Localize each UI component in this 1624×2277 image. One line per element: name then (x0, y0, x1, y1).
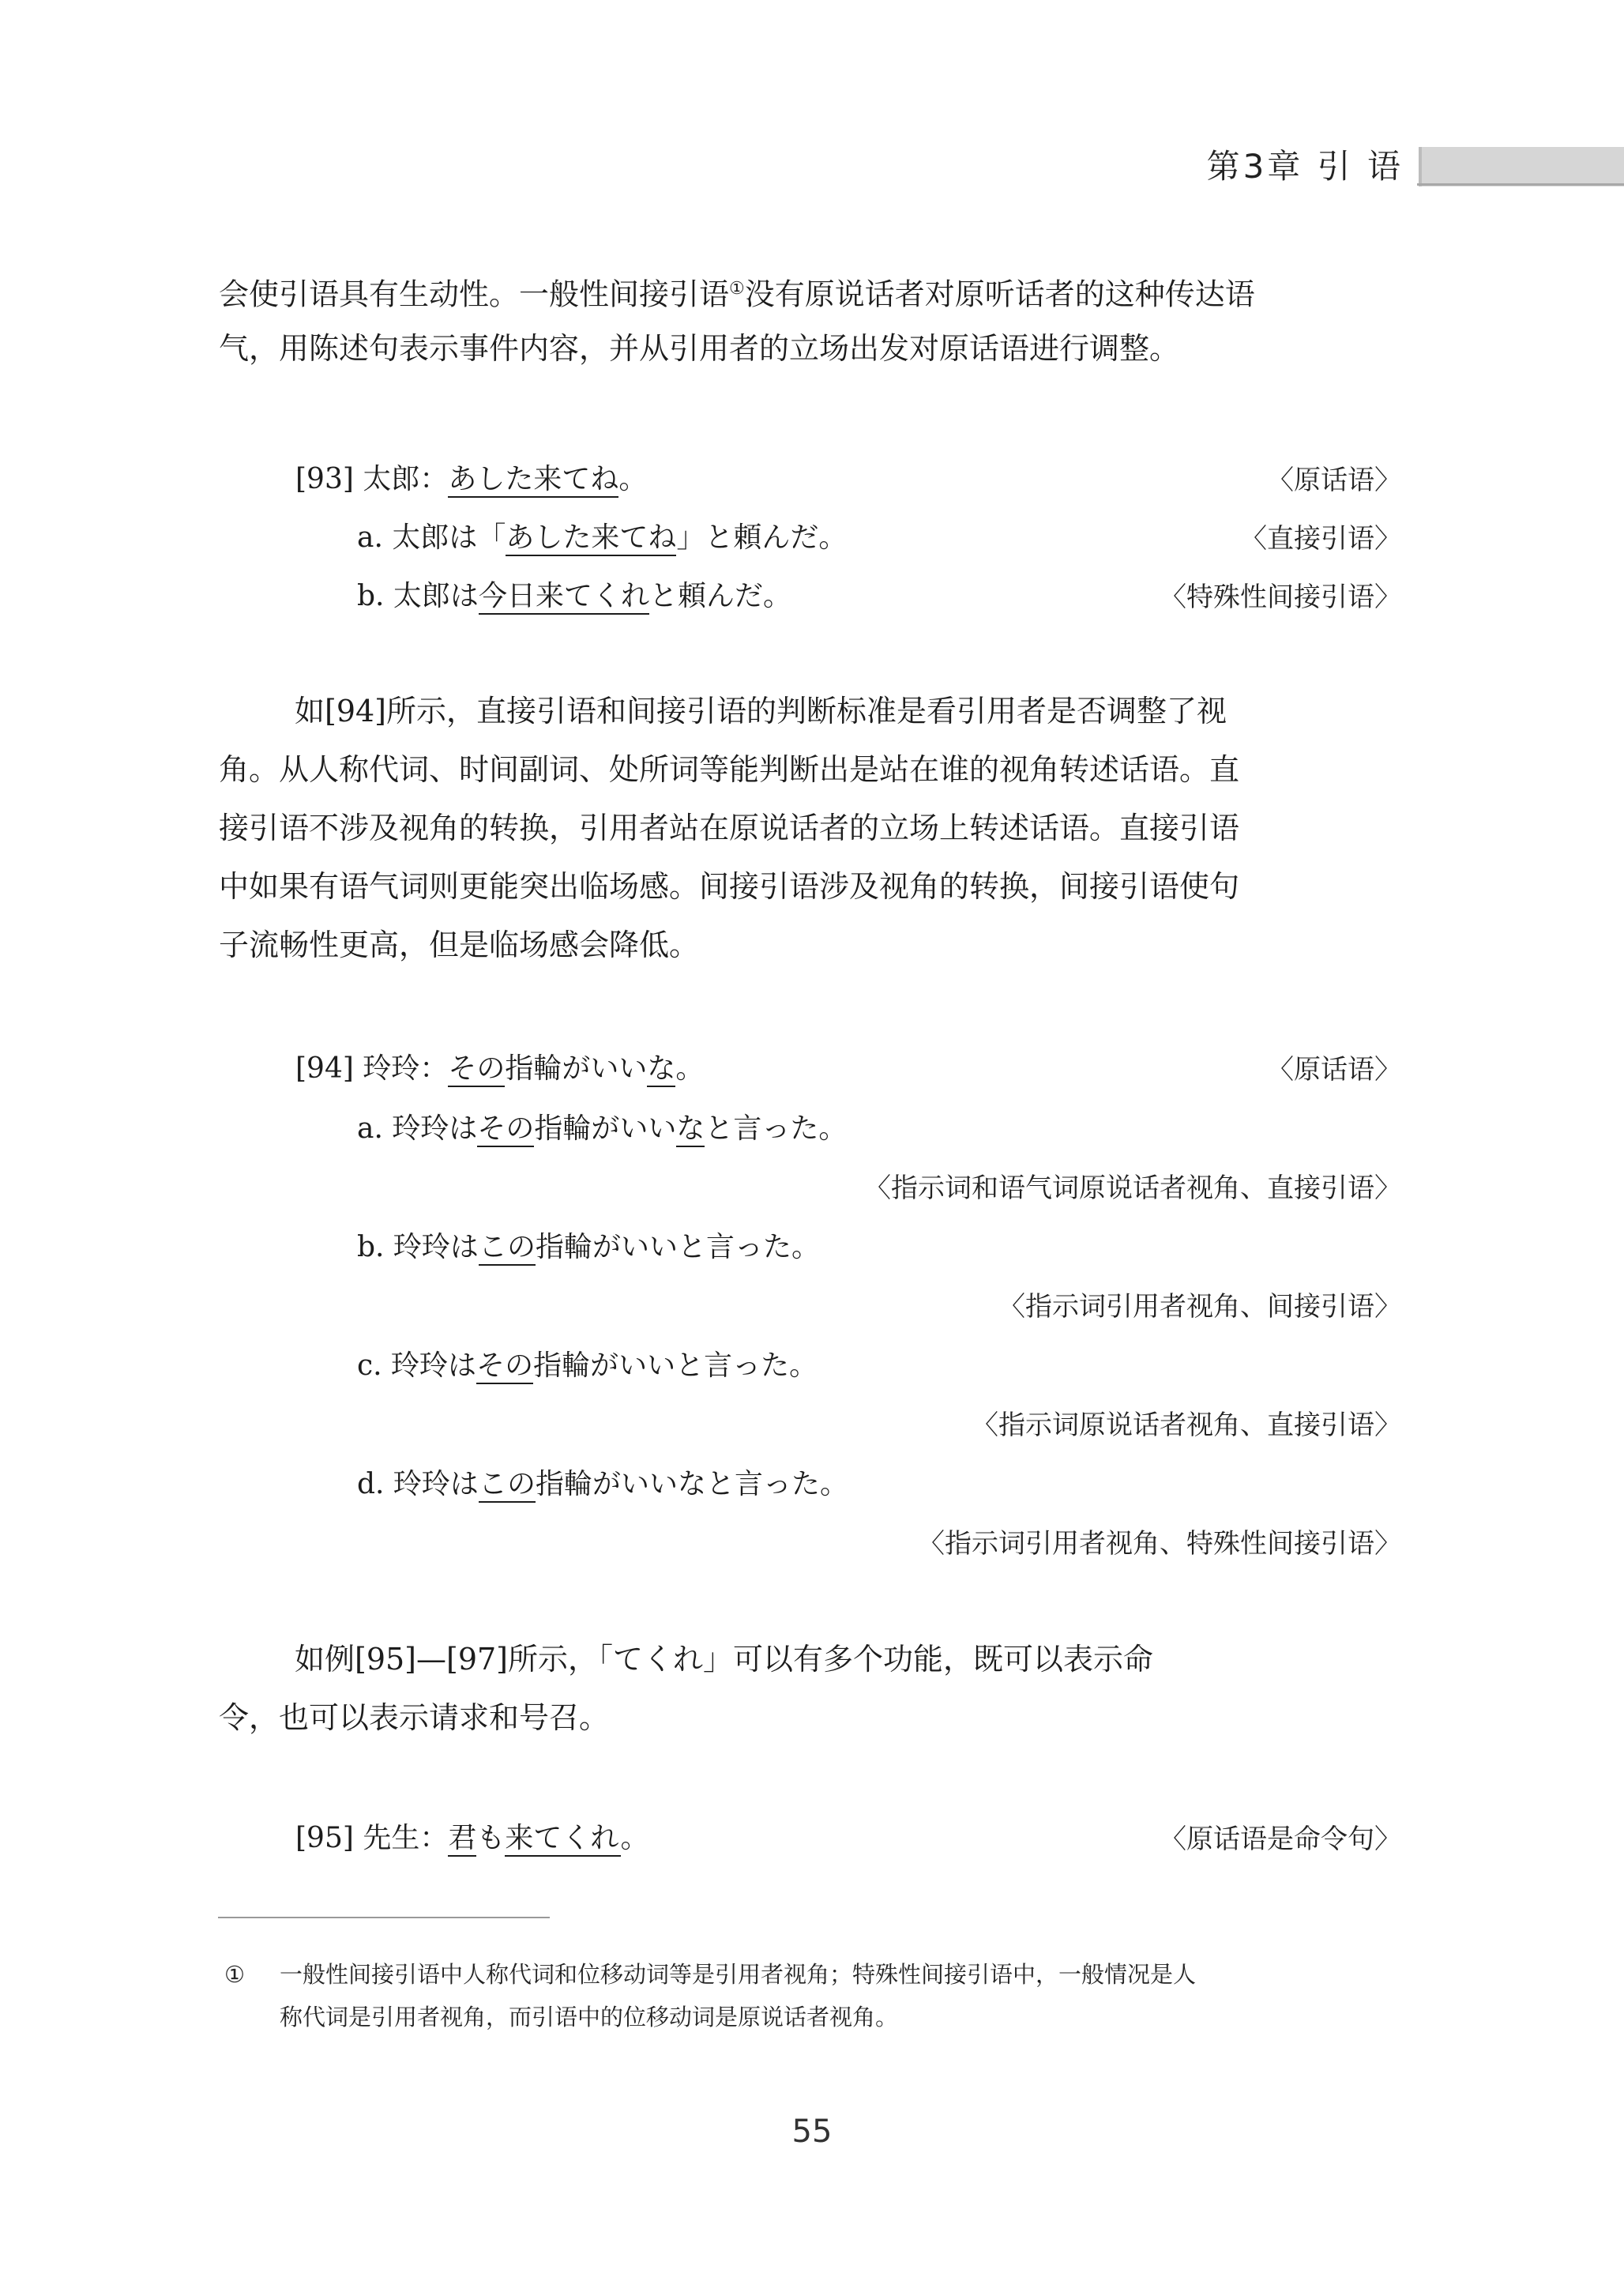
footnote-line-2: 称代词是引用者视角，而引语中的位移动词是原说话者视角。 (280, 2004, 899, 2030)
p3-line-2: 令，也可以表示请求和号召。 (219, 1700, 610, 1735)
ex93-tag: 〈原话语〉 (1267, 465, 1401, 496)
ex93-label: [93] 太郎： (295, 463, 449, 495)
ex94a-underlined-2: な (676, 1112, 705, 1147)
ex94d-tag: 〈指示词引用者视角、特殊性间接引语〉 (918, 1528, 1401, 1560)
footnote-mark: ① (224, 1961, 245, 1988)
ex93b-tag: 〈特殊性间接引语〉 (1160, 581, 1401, 613)
paragraph-3 (219, 1635, 1153, 1741)
ex94c-tag: 〈指示词原说话者视角、直接引语〉 (972, 1409, 1401, 1441)
ex93a-tail: 」と頼んだ。 (676, 521, 848, 554)
ex94-a (357, 1106, 847, 1146)
ex93b-tail: と頼んだ。 (648, 580, 791, 612)
ex94b-underlined: この (479, 1231, 536, 1266)
page-number: 55 (791, 2113, 833, 2150)
ex94-mid: 指輪がいい (505, 1052, 648, 1085)
ex95-tag: 〈原话语是命令句〉 (1160, 1823, 1401, 1855)
ex93-main (295, 457, 647, 497)
p3-line-1: 如例[95]—[97]所示，「てくれ」可以有多个功能，既可以表示命 (295, 1642, 1154, 1677)
intro-line-1b: 没有原说话者对原听话者的这种传达语 (744, 277, 1255, 312)
ex94-main (295, 1046, 704, 1086)
ex94d-underlined: この (479, 1468, 536, 1503)
ex93a-tag: 〈直接引语〉 (1240, 523, 1401, 555)
ex93-a (357, 515, 847, 555)
ex94b-label: b. 玲玲は (357, 1231, 479, 1263)
footnote-ref-mark: ① (729, 279, 745, 299)
ex94a-mid: 指輪がいい (534, 1112, 677, 1145)
ex93a-underlined: あした来てね (506, 521, 676, 556)
footnote-line-1: 一般性间接引语中人称代词和位移动词等是引用者视角；特殊性间接引语中，一般情况是人 (280, 1961, 1197, 1988)
p2-line-5: 子流畅性更高，但是临场感会降低。 (219, 928, 700, 962)
ex94c-underlined: その (476, 1349, 533, 1384)
ex93b-underlined: 今日来てくれ (479, 580, 649, 615)
ex94a-tag: 〈指示词和语气词原说话者视角、直接引语〉 (864, 1172, 1401, 1204)
header-decoration-bar (1419, 147, 1624, 186)
ex93b-label: b. 太郎は (357, 580, 479, 612)
paragraph-2 (219, 687, 1402, 969)
ex94-underlined-1: その (448, 1052, 505, 1087)
ex95-underlined-2: 来てくれ (505, 1822, 620, 1857)
ex93-b (357, 574, 791, 614)
ex94-tail: 。 (675, 1052, 705, 1085)
ex94b-tag: 〈指示词引用者视角、间接引语〉 (998, 1291, 1401, 1323)
ex94-b (357, 1225, 820, 1265)
ex93-underlined: あした来てね (448, 463, 618, 498)
ex93-tail: 。 (618, 463, 648, 495)
ex94-label: [94] 玲玲： (295, 1052, 449, 1085)
ex95-label: [95] 先生： (295, 1822, 449, 1854)
ex94a-tail: と言った。 (705, 1112, 848, 1145)
running-header-chapter: 第3章 引 语 (1206, 147, 1404, 186)
footnote-rule (218, 1917, 550, 1918)
p2-line-2: 角。从人称代词、时间副词、处所词等能判断出是站在谁的视角转述话语。直 (219, 752, 1240, 787)
intro-line-1a: 会使引语具有生动性。一般性间接引语 (219, 277, 730, 312)
ex94a-underlined-1: その (477, 1112, 534, 1147)
ex94-c (357, 1343, 818, 1383)
ex94-d (357, 1462, 848, 1502)
ex94c-tail: 指輪がいいと言った。 (533, 1349, 818, 1382)
ex94a-label: a. 玲玲は (357, 1112, 478, 1145)
ex95-tail: 。 (620, 1822, 649, 1854)
p2-line-3: 接引语不涉及视角的转换，引用者站在原说话者的立场上转述话语。直接引语 (219, 811, 1240, 845)
ex94d-label: d. 玲玲は (357, 1468, 479, 1500)
ex94-tag: 〈原话语〉 (1267, 1054, 1401, 1086)
intro-paragraph (219, 265, 1255, 372)
ex95-main (295, 1816, 649, 1856)
p2-line-1: 如[94]所示，直接引语和间接引语的判断标准是看引用者是否调整了视 (295, 694, 1227, 728)
ex94c-label: c. 玲玲は (357, 1349, 477, 1382)
p2-line-4: 中如果有语气词则更能突出临场感。间接引语涉及视角的转换，间接引语使句 (219, 869, 1240, 904)
ex95-underlined-1: 君 (448, 1822, 476, 1857)
ex94b-tail: 指輪がいいと言った。 (535, 1231, 820, 1263)
header-rule (1417, 183, 1624, 186)
ex95-mid: も (476, 1822, 506, 1854)
ex94d-tail: 指輪がいいなと言った。 (535, 1468, 848, 1500)
intro-line-2: 气，用陈述句表示事件内容，并从引用者的立场出发对原话语进行调整。 (219, 330, 1180, 366)
ex94-underlined-2: な (647, 1052, 675, 1087)
ex93a-label: a. 太郎は「 (357, 521, 506, 554)
